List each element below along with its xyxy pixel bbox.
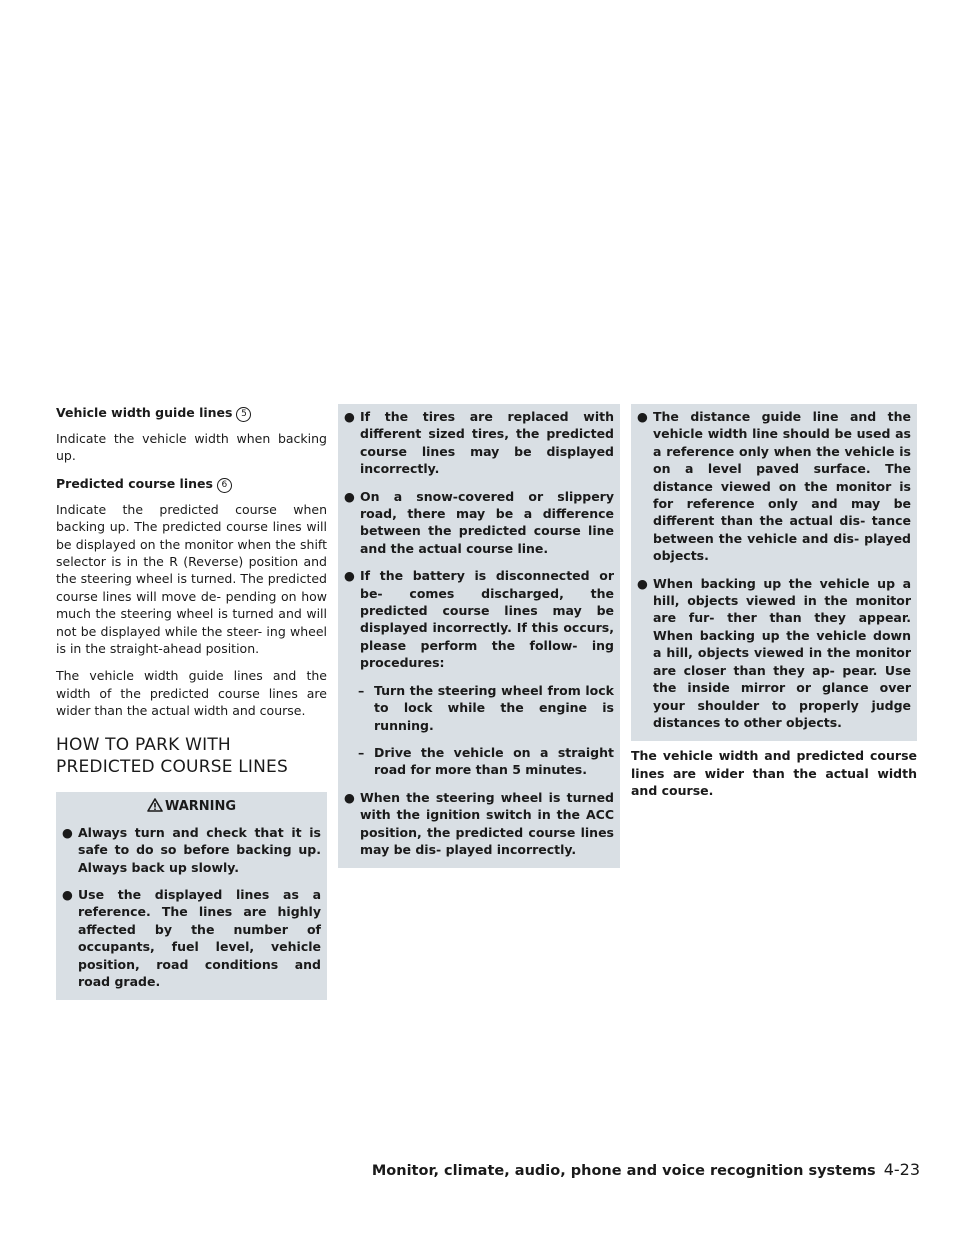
bullet-icon: ●: [344, 568, 355, 584]
warning-triangle-icon: [147, 798, 163, 812]
paragraph-predicted-course: Indicate the predicted course when backing up. The predicted course lines will be displayed on the monitor when the shift selector is in the R (Reverse) position and the steering wheel is turned. The predicted course lines will move de- pending on how much the steering wheel is turned and will not be displayed while the steer- ing wheel is in the straight-ahead position.: [56, 501, 327, 657]
bullet-icon: ●: [344, 488, 355, 504]
dash-icon: –: [358, 744, 365, 760]
bullet-text: The distance guide line and the vehicle width line should be used as a reference only when the vehicle is on a level paved surface. The distance viewed on the monitor is for reference only and may be different than the actual dis- tance between the vehicle and dis- played objects.: [653, 409, 911, 564]
heading-text: Predicted course lines: [56, 475, 213, 491]
list-item: [344, 488, 614, 558]
sub-list-item: [344, 744, 614, 779]
section-title: HOW TO PARK WITH PREDICTED COURSE LINES: [56, 734, 288, 777]
page-number: 4-23: [883, 1160, 920, 1179]
heading-predicted-course-lines: [56, 475, 327, 493]
footer-section-title: Monitor, climate, audio, phone and voice recognition systems: [371, 1163, 876, 1179]
column-right: [631, 404, 917, 800]
bullet-text: On a snow-covered or slippery road, there may be a difference between the predicted course line and the actual course line.: [360, 488, 614, 556]
bullet-text: When backing up the vehicle up a hill, objects viewed in the monitor are fur- ther than they appear. When backing up the vehicle down a hill, objects viewed in the monitor are closer than they ap- pear. Use the inside mirror or glance over your shoulder to properly judge distances to other objects.: [653, 575, 911, 730]
dash-icon: –: [358, 682, 365, 698]
column-left: [56, 404, 327, 1000]
list-item: [637, 575, 911, 732]
callout-number-6: 6: [217, 478, 232, 493]
heading-vehicle-width-guide-lines: [56, 404, 327, 422]
paragraph-width-note: The vehicle width guide lines and the width of the predicted course lines are wider than the actual width and course.: [56, 668, 327, 719]
list-item: [637, 408, 911, 565]
bullet-text: Always turn and check that it is safe to do so before backing up. Always back up slowly.: [78, 824, 321, 875]
bullet-icon: ●: [637, 409, 648, 424]
bullet-text: If the battery is disconnected or be- comes discharged, the predicted course lines may be displayed incorrectly. If this occurs, please perform the follow- ing procedures:: [360, 568, 614, 671]
warning-box-continued-2: [631, 404, 917, 741]
list-item: [62, 886, 321, 990]
list-item: [62, 824, 321, 876]
warning-box: [56, 792, 327, 1001]
list-item: [344, 408, 614, 478]
column-middle: [338, 404, 620, 868]
warning-label: WARNING: [164, 798, 237, 814]
list-item: [344, 567, 614, 671]
bullet-text: If the tires are replaced with different sized tires, the predicted course lines may be displayed incorrectly.: [360, 409, 614, 477]
bullet-icon: ●: [344, 789, 355, 805]
bullet-icon: ●: [62, 886, 73, 902]
dash-text: Turn the steering wheel from lock to lock while the engine is running.: [374, 682, 614, 733]
closing-paragraph: The vehicle width and predicted course lines are wider than the actual width and course.: [631, 748, 917, 799]
dash-text: Drive the vehicle on a straight road for more than 5 minutes.: [374, 744, 614, 778]
bullet-text: Use the displayed lines as a reference. The lines are highly affected by the number of occupants, fuel level, vehicle position, road conditions and road grade.: [78, 886, 321, 989]
bullet-icon: ●: [637, 575, 648, 591]
bullet-icon: ●: [344, 409, 355, 424]
list-item: [344, 789, 614, 859]
warning-box-continued: [338, 404, 620, 868]
page-footer: [372, 1160, 920, 1179]
bullet-text: When the steering wheel is turned with the ignition switch in the ACC position, the predicted course lines may be dis- played incorrectly.: [360, 789, 614, 857]
bullet-icon: ●: [62, 824, 73, 840]
warning-title: [62, 798, 321, 816]
paragraph-vehicle-width: Indicate the vehicle width when backing up.: [56, 431, 327, 464]
heading-text: Vehicle width guide lines: [56, 405, 233, 420]
callout-number-5: 5: [236, 407, 251, 422]
sub-list-item: [344, 682, 614, 734]
